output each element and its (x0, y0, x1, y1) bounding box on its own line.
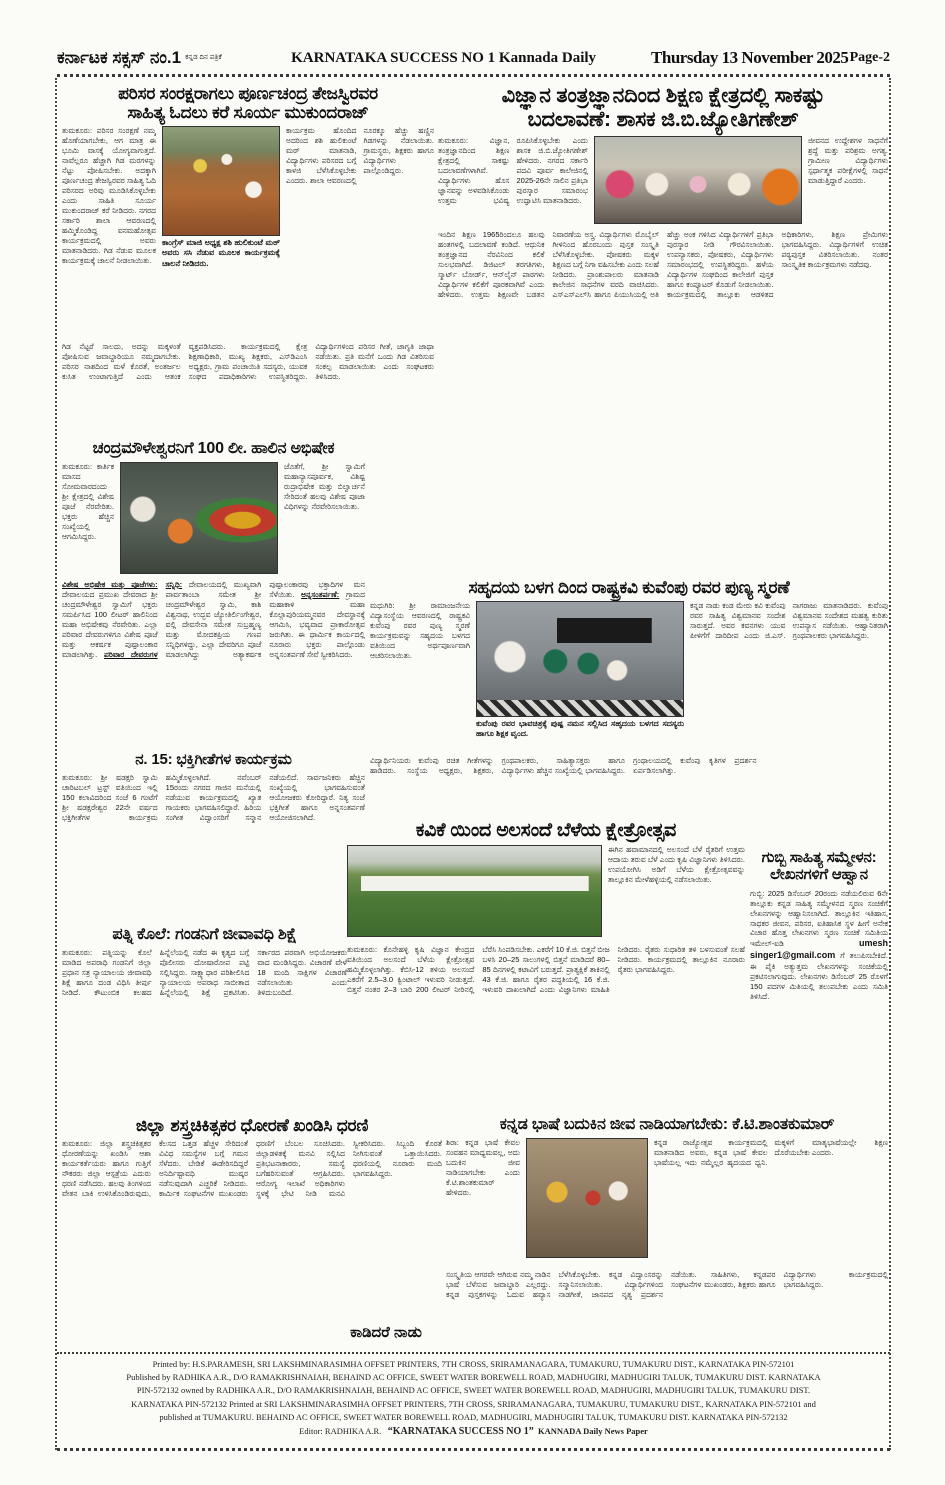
article-photo (120, 462, 278, 574)
article-patni (62, 926, 347, 1114)
article-headline: ಕನ್ನಡ ಭಾಷೆ ಬದುಕಿನ ಜೀವ ನಾಡಿಯಾಗಬೇಕು: ಕೆ.ಟಿ.ಶಾಂತಕುಮಾರ್ (499, 1116, 835, 1133)
body-column: ಕಾರ್ಯಕ್ರಮ ಹೊಂದಿದ ಅದರಿಂದ ಶಶಿ ಹುಲಿಕುಂಟೆ ಮಠ್ ಮಾತನಾಡಿ, ವಿದ್ಯಾರ್ಥಿಗಳು ಪರಿಸರದ ಬಗ್ಗೆ ಕಾಳಜಿ ಬೆಳೆಸಿಕೊಳ್ಳಬೇಕು ಎಂದರು. ಶಾಲಾ ಆವರಣದಲ್ಲಿ ನೂರಕ್ಕೂ ಹೆಚ್ಚು ಹಣ್ಣಿನ ಗಿಡಗಳನ್ನು ನೆಡಲಾಯಿತು. ಗ್ರಾಮಸ್ಥರು, ಶಿಕ್ಷಕರು ಹಾಗೂ ವಿದ್ಯಾರ್ಥಿಗಳು ಪಾಲ್ಗೊಂಡಿದ್ದರು. (286, 126, 434, 185)
imprint-line: KARNATAKA PIN-572132 Printed at SRI LAKSHMINARASIMHA OFFSET PRINTERS, 7TH CROSS, SRIRAMANAGARA, TUMAKURU, TUMAKURU DIST., KARNATAKA PIN-572101 and (131, 1398, 816, 1409)
article-photo (594, 136, 802, 224)
body-column: ಈಗಿನ ಹವಾಮಾನದಲ್ಲಿ ಅಲಸಂದೆ ಬೆಳೆ ರೈತರಿಗೆ ಉತ್ತಮ ಆದಾಯ ತರುವ ಬೆಳೆ ಎಂದು ಕೃಷಿ ವಿಜ್ಞಾನಿಗಳು ತಿಳಿಸಿದರು. ಉಪಯೋಗಿಸಿ ಅಡಿಗೆ ಬೆಳೆಯ ಕ್ಷೇತ್ರೋತ್ಸವವನ್ನು ತಾಲ್ಲೂಕಿನ ಮೇಳೆಹಳ್ಳಿಯಲ್ಲಿ ನಡೆಸಲಾಯಿತು. (608, 845, 745, 885)
subhead: ವಿಶೇಷ ಅಭಿಷೇಕ ಮತ್ತು ಪೂಜೆಗಳು: (62, 579, 158, 589)
subhead: ಅನ್ನಸಂತರ್ಪಣೆ: (301, 589, 340, 599)
body-column: ಜೀವನದ ಉದ್ದೇಶಗಳ ಸಾಧನೆಗೆ ಶ್ರದ್ಧೆ ಮತ್ತು ಪರಿಶ್ರಮ ಅಗತ್ಯ. ಗ್ರಾಮೀಣ ವಿದ್ಯಾರ್ಥಿಗಳು ಸ್ಪರ್ಧಾತ್ಮಕ ಪರೀಕ್ಷೆಗಳಲ್ಲಿ ಸಾಧನೆ ಮಾಡುತ್ತಿದ್ದಾರೆ ಎಂದರು. (808, 136, 888, 185)
imprint (57, 1358, 890, 1439)
bottom-rule (57, 1448, 890, 1451)
article-kuvempu (370, 578, 888, 818)
headline-line2: ಬದಲಾವಣೆ: ಶಾಸಕ ಜಿ.ಬಿ.ಜ್ಯೋತಿಗಣೇಶ್ (527, 107, 799, 131)
body-bottom (62, 580, 365, 748)
article-headline: ನ. 15: ಭಕ್ತಿಗೀತೆಗಳ ಕಾರ್ಯಕ್ರಮ (135, 752, 292, 768)
body-bottom: ತುಮಕೂರು: ಪತ್ನಿಯನ್ನು ಕೊಲೆ ಮಾಡಿದ ಅಪರಾಧಿ ಗಂಡನಿಗೆ ಜಿಲ್ಲಾ ಪ್ರಧಾನ ಸತ್ರ ನ್ಯಾಯಾಲಯ ಜೀವಾವಧಿ ಶಿಕ್ಷೆ ಹಾಗೂ ದಂಡ ವಿಧಿಸಿ ತೀರ್ಪು ನೀಡಿದೆ. ಕೌಟುಂಬಿಕ ಕಲಹದ ಹಿನ್ನೆಲೆಯಲ್ಲಿ ನಡೆದ ಈ ಕೃತ್ಯದ ಬಗ್ಗೆ ಪೊಲೀಸರು ದೋಷಾರೋಪ ಪಟ್ಟಿ ಸಲ್ಲಿಸಿದ್ದರು. ಸಾಕ್ಷ್ಯಾಧಾರ ಪರಿಶೀಲಿಸಿದ ನ್ಯಾಯಾಲಯ ಅಪರಾಧ ಸಾಬೀತಾದ ಹಿನ್ನೆಲೆಯಲ್ಲಿ ಶಿಕ್ಷೆ ಪ್ರಕಟಿಸಿತು. ಸರ್ಕಾರದ ಪರವಾಗಿ ಅಭಿಯೋಜಕರು ವಾದ ಮಂಡಿಸಿದ್ದರು. ವಿಚಾರಣೆ ವೇಳೆ 18 ಮಂದಿ ಸಾಕ್ಷಿಗಳ ವಿಚಾರಣೆ ನಡೆಸಲಾಯಿತು ಎಂದು ತಿಳಿದುಬಂದಿದೆ. (62, 947, 347, 997)
paragraph: ಗ್ರಾಮದ ಮಹಾಕಾಳಿ ಮಹಾ ಕೊಲ್ಲಾಪುರಿಯಮ್ಮನವರ ದೇವಸ್ಥಾನಕ್ಕೆ ಆಗಮಿಸಿ, ಭವ್ಯವಾದ ಪ್ರಾಕಾರೋತ್ಸವ ಜರುಗಿತು. ಈ ಧಾರ್ಮಿಕ ಕಾರ್ಯದಲ್ಲಿ ನೂರಾರು ಭಕ್ತರು ಪಾಲ್ಗೊಂಡು ಅನ್ನಸಂತರ್ಪಣೆ ಸೇವೆ ಸ್ವೀಕರಿಸಿದರು. (269, 589, 365, 659)
article-headline (438, 84, 888, 131)
body-column: ಶಿರಾ: ಕನ್ನಡ ಭಾಷೆ ಕೇವಲ ಸಂವಹನ ಮಾಧ್ಯಮವಲ್ಲ, ಅದು ಬದುಕಿನ ಜೀವ ನಾಡಿಯಾಗಬೇಕು ಎಂದು ಕೆ.ಟಿ.ಶಾಂತಕುಮಾರ್ ಹೇಳಿದರು. (446, 1137, 520, 1197)
paragraph: ಗೆ ತಲುಪಿಸಬೇಕಿದೆ. ಈ ಪೈಕಿ ಅತ್ಯುತ್ತಮ ಲೇಖನಗಳನ್ನು ಸಂಚಿಕೆಯಲ್ಲಿ ಪ್ರಕಟಿಸಲಾಗುವುದು. ಲೇಖನಗಳು ಡಿಸೆಂಬರ್ 25 ರೊಳಗೆ 150 ಪದಗಳ ಮಿತಿಯಲ್ಲಿ ತಲುಪಬೇಕು ಎಂದು ಸಮಿತಿ ತಿಳಿಸಿದೆ. (750, 951, 888, 1002)
article-photo (526, 1138, 648, 1258)
article-chandra (62, 440, 365, 752)
article-parisara (62, 84, 434, 442)
article-headline: ಪತ್ನಿ ಕೊಲೆ: ಗಂಡನಿಗೆ ಜೀವಾವಧಿ ಶಿಕ್ಷೆ (112, 926, 297, 943)
body-bottom: ತುಮಕೂರು: ಶ್ರೀ ಷಡಕ್ಷರಿ ಸ್ವಾಮಿ ಚಾರಿಟಬಲ್ ಟ್ರಸ್ಟ್ ವತಿಯಿಂದ ಇಲ್ಲಿ 150 ಕಲಾವಿದರಿಂದ ಸಂಜೆ 6 ಗಂಟೆಗೆ ಶ್ರೀ ಷಡಕ್ಷರೇಶ್ವರ 22ನೇ ವರ್ಷದ ಭಕ್ತಿಗೀತೆಗಳ ಕಾರ್ಯಕ್ರಮ ಹಮ್ಮಿಕೊಳ್ಳಲಾಗಿದೆ. ನವೆಂಬರ್ 15ರಂದು ನಗರದ ಗಾಜಿನ ಮನೆಯಲ್ಲಿ ನಡೆಯುವ ಕಾರ್ಯಕ್ರಮದಲ್ಲಿ ಖ್ಯಾತ ಗಾಯಕರು ಭಾಗವಹಿಸಲಿದ್ದಾರೆ. ಹಿರಿಯ ಸಂಗೀತ ವಿದ್ವಾಂಸರಿಗೆ ಸನ್ಮಾನ ನಡೆಯಲಿದೆ. ಸಾರ್ವಜನಿಕರು ಹೆಚ್ಚಿನ ಸಂಖ್ಯೆಯಲ್ಲಿ ಭಾಗವಹಿಸುವಂತೆ ಆಯೋಜಕರು ಕೋರಿದ್ದಾರೆ. ನಿತ್ಯ ಸಂಜೆ ಭಕ್ತಿಗೀತೆ ಹಾಗೂ ಅನ್ನಸಂತರ್ಪಣೆ ಆಯೋಜಿಸಲಾಗಿದೆ. (62, 772, 365, 822)
body-bottom: ಗಿಡ ನೆಟ್ಟರೆ ಸಾಲದು, ಅದನ್ನು ಮಕ್ಕಳಂತೆ ಪೋಷಿಸುವ ಜವಾಬ್ದಾರಿಯೂ ನಮ್ಮದಾಗಬೇಕು. ಪರಿಸರ ನಾಶದಿಂದ ಮಳೆ ಕೊರತೆ, ಅಂತರ್ಜಲ ಕುಸಿತ ಉಂಟಾಗುತ್ತಿದೆ ಎಂದು ಆತಂಕ ವ್ಯಕ್ತಪಡಿಸಿದರು. ಕಾರ್ಯಕ್ರಮದಲ್ಲಿ ಕ್ಷೇತ್ರ ಶಿಕ್ಷಣಾಧಿಕಾರಿ, ಮುಖ್ಯ ಶಿಕ್ಷಕರು, ಎಸ್‌ಡಿಎಂಸಿ ಅಧ್ಯಕ್ಷರು, ಗ್ರಾಮ ಪಂಚಾಯಿತಿ ಸದಸ್ಯರು, ಯುವಕ ಸಂಘದ ಪದಾಧಿಕಾರಿಗಳು ಉಪಸ್ಥಿತರಿದ್ದರು. ವಿದ್ಯಾರ್ಥಿಗಳಿಂದ ಪರಿಸರ ಗೀತೆ, ಜಾಗೃತಿ ಜಾಥಾ ನಡೆಯಿತು. ಪ್ರತಿ ಮನೆಗೆ ಒಂದು ಗಿಡ ವಿತರಿಸುವ ಸಂಕಲ್ಪ ಮಾಡಲಾಯಿತು ಎಂದು ಸಂಘಟಕರು ತಿಳಿಸಿದರು. (62, 342, 434, 381)
body-bottom: ತುಮಕೂರು: ಜಿಲ್ಲಾ ಶಸ್ತ್ರಚಿಕಿತ್ಸಕರ ಧೋರಣೆಯನ್ನು ಖಂಡಿಸಿ ಆಶಾ ಕಾರ್ಯಕರ್ತೆಯರು ಹಾಗೂ ಗುತ್ತಿಗೆ ನೌಕರರು ಜಿಲ್ಲಾ ಆಸ್ಪತ್ರೆಯ ಎದುರು ಧರಣಿ ನಡೆಸಿದರು. ಹಲವು ತಿಂಗಳಿಂದ ವೇತನ ಬಾಕಿ ಉಳಿಸಿಕೊಂಡಿರುವುದು, ಕೆಲಸದ ಒತ್ತಡ ಹೆಚ್ಚಳ ಸೇರಿದಂತೆ ವಿವಿಧ ಸಮಸ್ಯೆಗಳ ಬಗ್ಗೆ ಗಮನ ಸೆಳೆದರು. ಬೇಡಿಕೆ ಈಡೇರಿಸದಿದ್ದರೆ ಅನಿರ್ದಿಷ್ಟಾವಧಿ ಮುಷ್ಕರ ನಡೆಸುವುದಾಗಿ ಎಚ್ಚರಿಕೆ ನೀಡಿದರು. ಕಾರ್ಮಿಕ ಸಂಘಟನೆಗಳ ಮುಖಂಡರು ಧರಣಿಗೆ ಬೆಂಬಲ ಸೂಚಿಸಿದರು. ಜಿಲ್ಲಾಡಳಿತಕ್ಕೆ ಮನವಿ ಸಲ್ಲಿಸಿದ ಪ್ರತಿಭಟನಾಕಾರರು, ಸಮಸ್ಯೆ ಬಗೆಹರಿಸುವಂತೆ ಆಗ್ರಹಿಸಿದರು. ಆರೋಗ್ಯ ಇಲಾಖೆ ಅಧಿಕಾರಿಗಳು ಸ್ಥಳಕ್ಕೆ ಭೇಟಿ ನೀಡಿ ಮನವಿ ಸ್ವೀಕರಿಸಿದರು. ಸಿಬ್ಬಂದಿ ಕೊರತೆ ನೀಗಿಸುವಂತೆ ಒತ್ತಾಯಿಸಿದರು. ಧರಣಿಯಲ್ಲಿ ನೂರಾರು ಮಂದಿ ಭಾಗವಹಿಸಿದ್ದರು. (62, 1139, 442, 1198)
paragraph: ಗುಬ್ಬಿ: 2025 ಡಿಸೆಂಬರ್ 20ರಂದು ನಡೆಯಲಿರುವ 6ನೇ ತಾಲ್ಲೂಕು ಕನ್ನಡ ಸಾಹಿತ್ಯ ಸಮ್ಮೇಳನದ ಸ್ಮರಣ ಸಂಚಿಕೆಗೆ ಲೇಖನಗಳನ್ನು ಆಹ್ವಾನಿಸಲಾಗಿದೆ. ತಾಲ್ಲೂಕಿನ ಇತಿಹಾಸ, ಸಾಧಕರ ಜೀವನ, ಪರಿಸರ, ಐತಿಹಾಸಿಕ ಸ್ಥಳ ಹೀಗೆ ಅನೇಕ ವಿಚಾರ ಹೊತ್ತ ಲೇಖನಗಳು ಸ್ಮರಣ ಸಂಚಿಕೆ ಸಮಿತಿಯ ಇಮೇಲ್-ಐಡಿ (750, 888, 888, 949)
footer-rule (57, 1352, 890, 1354)
imprint-line: Published by RADHIKA A.R., D/O RAMAKRISHNAIAH, BEHAIND AC OFFICE, SWEET WATER BOREWELL ROAD, MADHUGIRI, MADHUGIRI TALUK, TUMAKURU DIST. KARNATAKA (126, 1372, 821, 1383)
paragraph: ದೇವಾಲಯದ ಪ್ರಮುಖ ದೇವರಾದ ಶ್ರೀ ಚಂದ್ರಮೌಳೇಶ್ವರ ಸ್ವಾಮಿಗೆ ಭಕ್ತರು ಸಮರ್ಪಿಸಿದ 100 ಲೀಟರ್ ಹಾಲಿನಿಂದ ಮಹಾ ಅಭಿಷೇಕವು ನೆರವೇರಿತು. ಎಲ್ಲಾ ಪರಿವಾರ ದೇವರುಗಳಿಗೂ ವಿಶೇಷ ಪೂಜೆ ಮತ್ತು ಆಕರ್ಷಕ ಪುಷ್ಪಾಲಂಕಾರ ಮಾಡಲಾಗಿತ್ತು. (62, 589, 158, 659)
body-column: ಕನ್ನಡ ರಾಜ್ಯೋತ್ಸವ ಕಾರ್ಯಕ್ರಮದಲ್ಲಿ ಮಾತನಾಡಿದ ಅವರು, ಕನ್ನಡ ಭಾಷೆ ಕೇವಲ ಭಾಷೆಯಲ್ಲ ಇದು ನಮ್ಮೆಲ್ಲರ ಹೃದಯದ ಧ್ವನಿ. ಮಕ್ಕಳಿಗೆ ಮಾತೃಭಾಷೆಯಲ್ಲೇ ಶಿಕ್ಷಣ ದೊರೆಯಬೇಕು ಎಂದರು. (654, 1137, 888, 1167)
photo-caption: ಕಾಂಗ್ರೆಸ್ ಮಾಜಿ ಅಧ್ಯಕ್ಷ ಶಶಿ ಹುಲಿಕುಂಟೆ ಮಠ್ ಅವರು ಸಸಿ ನೆಡುವ ಮೂಲಕ ಕಾರ್ಯಕ್ರಮಕ್ಕೆ ಚಾಲನೆ ನೀಡಿದರು. (162, 238, 280, 268)
article-photo (347, 845, 602, 937)
article-photo (162, 126, 280, 236)
body-bottom: ತುಮಕೂರು: ಕೊನೇಹಳ್ಳಿ ಕೃಷಿ ವಿಜ್ಞಾನ ಕೇಂದ್ರದ ವತಿಯಿಂದ ಅಲಸಂದೆ ಬೆಳೆಯ ಕ್ಷೇತ್ರೋತ್ಸವ ಹಮ್ಮಿಕೊಳ್ಳಲಾಗಿತ್ತು. ಕೆಬಿಸಿ-12 ತಳಿಯ ಅಲಸಂದೆ ಎಕರೆಗೆ 2.5–3.0 ಕ್ವಿಂಟಾಲ್ ಇಳುವರಿ ನೀಡುತ್ತದೆ. ಬಿತ್ತನೆ ನಂತರ 2–3 ಬಾರಿ 200 ಲೀಟರ್ ನೀರಿನಲ್ಲಿ ಬೆರೆಸಿ ಸಿಂಪಡಿಸಬೇಕು. ಎಕರೆಗೆ 10 ಕೆ.ಜಿ. ಬಿತ್ತನೆ ಬೀಜ ಬಳಸಿ 20–25 ಸಾಲುಗಳಲ್ಲಿ ಬಿತ್ತನೆ ಮಾಡಿದರೆ 80–85 ದಿನಗಳಲ್ಲಿ ಕಟಾವಿಗೆ ಬರುತ್ತದೆ. ಪ್ರಾತ್ಯಕ್ಷಿಕೆ ತಾಕಿನಲ್ಲಿ 43 ಕೆ.ಜಿ. ಹಾಗೂ ರೈತರ ಪದ್ಧತಿಯಲ್ಲಿ 16 ಕೆ.ಜಿ. ಇಳುವರಿ ದಾಖಲಾಗಿದೆ ಎಂದು ವಿಜ್ಞಾನಿಗಳು ಮಾಹಿತಿ ನೀಡಿದರು. ರೈತರು ಸುಧಾರಿತ ತಳಿ ಬಳಸುವಂತೆ ಸಲಹೆ ನೀಡಿದರು. ಕಾರ್ಯಕ್ರಮದಲ್ಲಿ ತಾಲ್ಲೂಕಿನ ನೂರಾರು ರೈತರು ಭಾಗವಹಿಸಿದ್ದರು. (347, 945, 745, 995)
article-headline: ಕವಿಕೆ ಯಿಂದ ಅಲಸಂದೆ ಬೆಳೆಯ ಕ್ಷೇತ್ರೋತ್ಸವ (415, 820, 677, 841)
brand-kannada: ಕರ್ನಾಟಕ ಸಕ್ಸಸ್ ನಂ.1 (57, 48, 182, 67)
headline-line2: ಲೇಖನಗಳಿಗೆ ಆಹ್ವಾನ (770, 865, 868, 883)
body-column: ಜೊತೆಗೆ, ಶ್ರೀ ಸ್ವಾಮಿಗೆ ಮಹಾನ್ಯಾಸಪೂರ್ವಕ, ವಿಶಿಷ್ಟ ರುದ್ರಾಭಿಷೇಕ ಮತ್ತು ಬಿಲ್ವಾರ್ಚನೆ ಸೇರಿದಂತೆ ಹಲವು ವಿಶೇಷ ಪೂಜಾ ವಿಧಿಗಳನ್ನು ನೆರವೇರಿಸಲಾಯಿತು. (284, 461, 365, 511)
right-border (889, 78, 891, 1450)
imprint-line: published at TUMAKURU. BEHAIND AC OFFICE, SWEET WATER BOREWELL ROAD, MADHUGIRI, MADHUGIRI TALUK, TUMAKURU DIST. KARNATAKA PIN-572132 (159, 1411, 788, 1422)
editor-line (57, 1424, 890, 1440)
masthead (57, 42, 890, 74)
headline-line1: ಗುಬ್ಬಿ ಸಾಹಿತ್ಯ ಸಮ್ಮೇಳನ: (761, 850, 877, 866)
article-headline (750, 850, 888, 884)
article-bhakti (62, 752, 365, 924)
masthead-rule (57, 74, 890, 77)
body-column: ತುಮಕೂರು: ಪರಿಸರ ಸಂರಕ್ಷಣೆ ನಮ್ಮ ಹೊಣೆಯಾಗಬೇಕು, ಆಗ ಮಾತ್ರ ಈ ಭೂಮಿ ವಾಸಕ್ಕೆ ಯೋಗ್ಯವಾಗುತ್ತದೆ. ನಾವೆಲ್ಲರೂ ಹೆಚ್ಚಾಗಿ ಗಿಡ ಮರಗಳನ್ನು ನೆಟ್ಟು ಪೋಷಿಸಬೇಕು. ಅದಕ್ಕಾಗಿ ಪೂರ್ಣಚಂದ್ರ ತೇಜಸ್ವಿರವರ ಸಾಹಿತ್ಯ ಓದಿ ಪರಿಸರದ ಅರಿವು ಮೂಡಿಸಿಕೊಳ್ಳಬೇಕು ಎಂದು ಸಾಹಿತಿ ಸೂರ್ಯ ಮುಕುಂದರಾಜ್ ಕರೆ ನೀಡಿದರು. ನಗರದ ಸರ್ಕಾರಿ ಶಾಲಾ ಆವರಣದಲ್ಲಿ ಹಮ್ಮಿಕೊಂಡಿದ್ದ ವನಮಹೋತ್ಸವ ಕಾರ್ಯಕ್ರಮದಲ್ಲಿ ಅವರು ಮಾತನಾಡಿದರು. ಗಿಡ ನೆಡುವ ಮೂಲಕ ಕಾರ್ಯಕ್ರಮಕ್ಕೆ ಚಾಲನೆ ನೀಡಲಾಯಿತು. (62, 126, 156, 265)
subhead: ಪರಿವಾರ ದೇವರುಗಳ ಸನ್ನಿಧಿ: (104, 579, 183, 659)
brand-tagline: ಕನ್ನಡ ದಿನ ಪತ್ರಿಕೆ (185, 54, 222, 62)
paper-suffix: KANNADA Daily News Paper (538, 1425, 648, 1436)
body-bottom: ವಿದ್ಯಾರ್ಥಿನಿಯರು ಕುವೆಂಪು ರಚಿತ ಗೀತೆಗಳನ್ನು ಹಾಡಿದರು. ಸಂಸ್ಥೆಯ ಅಧ್ಯಕ್ಷರು, ಶಿಕ್ಷಕರು, ಗ್ರಂಥಪಾಲಕರು, ಸಾಹಿತ್ಯಾಸಕ್ತರು ಹಾಗೂ ವಿದ್ಯಾರ್ಥಿಗಳು ಹೆಚ್ಚಿನ ಸಂಖ್ಯೆಯಲ್ಲಿ ಭಾಗವಹಿಸಿದ್ದರು. ಗ್ರಂಥಾಲಯದಲ್ಲಿ ಕುವೆಂಪು ಕೃತಿಗಳ ಪ್ರದರ್ಶನ ಏರ್ಪಡಿಸಲಾಗಿತ್ತು. (370, 756, 757, 775)
article-headline (62, 84, 434, 122)
headline-line2: ಸಾಹಿತ್ಯ ಓದಲು ಕರೆ ಸೂರ್ಯ ಮುಕುಂದರಾಜ್ (127, 103, 369, 123)
headline-line1: ಪರಿಸರ ಸಂರಕ್ಷರಾಗಲು ಪೂರ್ಣಚಂದ್ರ ತೇಜಸ್ವಿರವರ (118, 84, 378, 103)
article-headline: ಚಂದ್ರಮೌಳೇಶ್ವರನಿಗೆ 100 ಲೀ. ಹಾಲಿನ ಅಭಿಷೇಕ (92, 440, 335, 457)
subarticle-kaadidare-headline: ಕಾಡಿದರೆ ನಾಡು (330, 1318, 442, 1348)
email-address: umesh singer1@gmail.com (750, 938, 888, 961)
imprint-line: PIN-572132 owned by RADHIKA A.R., D/O RAMAKRISHNAIAH, BEHAIND AC OFFICE, SWEET WATER BOREWELL ROAD, MADHUGIRI, MADHUGIRI TALUK, TUMAKURU DIST. (136, 1385, 811, 1396)
left-border (55, 78, 57, 1450)
article-jilla (62, 1116, 442, 1354)
article-kavike (347, 820, 745, 1116)
paragraph: ದೇವಾಲಯದಲ್ಲಿ ಮುಖ್ಯವಾಗಿ ಪಾರ್ವತಾಂಬಾ ಸಮೇತ ಶ್ರೀ ಚಂದ್ರಮೌಳೇಶ್ವರ ಸ್ವಾಮಿ, ಕಾಶಿ ವಿಶ್ವನಾಥ, ಉದ್ಭವ ಜ್ಯೋತಿರ್ಲಿಂಗೇಶ್ವರ, ವಲ್ಲಿ ದೇವಸೇನಾ ಸಮೇತ ಸುಬ್ರಹ್ಮಣ್ಯ ಮತ್ತು ಮೋದಕಪ್ರಿಯ ಗಣಪ ಸನ್ನಿಧಿಗಳಿದ್ದು, ಎಲ್ಲಾ ದೇವರಿಗೂ ಪೂಜೆ ಮಾಡಲಾಗಿದ್ದು ಅತ್ಯಾಕರ್ಷಕ ಪುಷ್ಪಾಲಂಕಾರವು ಭಕ್ತಾದಿಗಳ ಮನ ಸೆಳೆಯಿತು. (165, 579, 365, 659)
article-headline: ಜಿಲ್ಲಾ ಶಸ್ತ್ರಚಿಕಿತ್ಸಕರ ಧೋರಣೆ ಖಂಡಿಸಿ ಧರಣಿ (135, 1116, 369, 1135)
paper-name: “KARNATAKA SUCCESS NO 1” (387, 1425, 534, 1437)
paper-title: KARNATAKA SUCCESS NO 1 Kannada Daily (291, 49, 597, 66)
body-column: ಕನ್ನಡ ನಾಡು ಕಂಡ ಮೇರು ಕವಿ ಕುವೆಂಪು ರವರ ಸಾಹಿತ್ಯ ವಿಶ್ವಮಾನವ ಸಂದೇಶ ಸಾರುತ್ತದೆ. ಅವರ ಕವನಗಳು ಯುವ ಪೀಳಿಗೆಗೆ ದಾರಿದೀಪ ಎಂದು ಜಿ.ಎಸ್. ನಾಗರಾಜು ಮಾತನಾಡಿದರು. ಕುವೆಂಪು ವಿಶ್ವಮಾನವ ಸಂದೇಶದ ಮಹತ್ವ ಕುರಿತು ಉಪನ್ಯಾಸ ನಡೆಯಿತು. ಆಹ್ವಾನಿತರಾಗಿ ಗ್ರಂಥಪಾಲಕರು ಭಾಗವಹಿಸಿದ್ದರು. (690, 601, 888, 640)
issue-date: Thursday 13 November 2025 (651, 48, 849, 67)
imprint-line: Printed by: H.S.PARAMESH, SRI LAKSHMINARASIMHA OFFSET PRINTERS, 7TH CROSS, SRIRAMANAGARA, TUMAKURU, TUMAKURU DIST., KARNATAKA PIN-572101 (152, 1359, 795, 1369)
body-bottom: ಇಂದಿನ ಶಿಕ್ಷಣ 1965ರಿಂದಲೂ ಹಲವು ಹಂತಗಳಲ್ಲಿ ಬದಲಾವಣೆ ಕಂಡಿದೆ. ಆಧುನಿಕ ತಂತ್ರಜ್ಞಾನದ ನೆರವಿನಿಂದ ಕಲಿಕೆ ಸುಲಭವಾಗಿದೆ. ಡಿಜಿಟಲ್ ತರಗತಿಗಳು, ಸ್ಮಾರ್ಟ್ ಬೋರ್ಡ್, ಆನ್‌ಲೈನ್ ಪಾಠಗಳು ವಿದ್ಯಾರ್ಥಿಗಳ ಕಲಿಕೆಗೆ ಪೂರಕವಾಗಿವೆ ಎಂದು ಹೇಳಿದರು. ಉತ್ತಮ ಶಿಕ್ಷಣವೇ ಬಡತನ ನಿವಾರಣೆಯ ಅಸ್ತ್ರ. ವಿದ್ಯಾರ್ಥಿಗಳು ಮೊಬೈಲ್ ಗೀಳಿನಿಂದ ಹೊರಬಂದು ಪುಸ್ತಕ ಸಂಸ್ಕೃತಿ ಬೆಳೆಸಿಕೊಳ್ಳಬೇಕು. ಪೋಷಕರು ಮಕ್ಕಳ ಶಿಕ್ಷಣದ ಬಗ್ಗೆ ನಿಗಾ ವಹಿಸಬೇಕು ಎಂದು ಸಲಹೆ ನೀಡಿದರು. ಪ್ರಾಂಶುಪಾಲರು ಮಾತನಾಡಿ ಕಾಲೇಜಿನ ಸಾಧನೆಗಳ ವರದಿ ವಾಚಿಸಿದರು. ಎಸ್‌ಎಸ್‌ಎಲ್‌ಸಿ ಹಾಗೂ ಪಿಯುಸಿಯಲ್ಲಿ ಅತಿ ಹೆಚ್ಚು ಅಂಕ ಗಳಿಸಿದ ವಿದ್ಯಾರ್ಥಿಗಳಿಗೆ ಪ್ರತಿಭಾ ಪುರಸ್ಕಾರ ನೀಡಿ ಗೌರವಿಸಲಾಯಿತು. ಉಪನ್ಯಾಸಕರು, ಪೋಷಕರು, ವಿದ್ಯಾರ್ಥಿಗಳು ಸಮಾರಂಭದಲ್ಲಿ ಉಪಸ್ಥಿತರಿದ್ದರು. ಹಳೆಯ ವಿದ್ಯಾರ್ಥಿಗಳ ಸಂಘದಿಂದ ಕಾಲೇಜಿಗೆ ಪುಸ್ತಕ ಹಾಗೂ ಕಂಪ್ಯೂಟರ್ ಕೊಡುಗೆ ನೀಡಲಾಯಿತು. ಕಾರ್ಯಕ್ರಮದಲ್ಲಿ ತಾಲ್ಲೂಕು ಆಡಳಿತದ ಅಧಿಕಾರಿಗಳು, ಶಿಕ್ಷಣ ಪ್ರೇಮಿಗಳು ಭಾಗವಹಿಸಿದ್ದರು. ವಿದ್ಯಾರ್ಥಿಗಳಿಗೆ ಉಚಿತ ಪಠ್ಯಪುಸ್ತಕ ವಿತರಿಸಲಾಯಿತು. ನಂತರ ಸಾಂಸ್ಕೃತಿಕ ಕಾರ್ಯಕ್ರಮಗಳು ನಡೆದವು. (438, 230, 888, 299)
headline-line1: ವಿಜ್ಞಾನ ತಂತ್ರಜ್ಞಾನದಿಂದ ಶಿಕ್ಷಣ ಕ್ಷೇತ್ರದಲ್ಲಿ ಸಾಕಷ್ಟು (501, 84, 825, 107)
body-column: ತುಮಕೂರು: ಕಾರ್ತಿಕ ಮಾಸದ ಸೋಮವಾರದಂದು ಶ್ರೀ ಕ್ಷೇತ್ರದಲ್ಲಿ ವಿಶೇಷ ಪೂಜೆ ನೆರವೇರಿತು. ಭಕ್ತರು ಹೆಚ್ಚಿನ ಸಂಖ್ಯೆಯಲ್ಲಿ ಆಗಮಿಸಿದ್ದರು. (62, 461, 114, 541)
article-kannada (446, 1116, 888, 1354)
article-headline: ಸಹೃದಯ ಬಳಗ ದಿಂದ ರಾಷ್ಟ್ರಕವಿ ಕುವೆಂಪು ರವರ ಪುಣ್ಯ ಸ್ಮರಣೆ (468, 578, 790, 597)
body-column: ಮಧುಗಿರಿ: ಶ್ರೀ ರಾಮಾಂಜನೇಯ ವಿದ್ಯಾಸಂಸ್ಥೆಯ ಆವರಣದಲ್ಲಿ ರಾಷ್ಟ್ರಕವಿ ಕುವೆಂಪು ರವರ ಪುಣ್ಯ ಸ್ಮರಣೆ ಕಾರ್ಯಕ್ರಮವನ್ನು ಸಹೃದಯ ಬಳಗದ ವತಿಯಿಂದ ಅರ್ಥಪೂರ್ಣವಾಗಿ ಆಚರಿಸಲಾಯಿತು. (370, 601, 470, 660)
article-gubbi (750, 850, 888, 1116)
article-vijnana (438, 84, 888, 576)
page-number: Page-2 (849, 50, 890, 65)
body-bottom: ಸಂಸ್ಕೃತಿಯ ಆಗರವೇ ಆಗಿರುವ ನಮ್ಮ ನಾಡಿನ ಭಾಷೆ ಬೆಳೆಸುವ ಜವಾಬ್ದಾರಿ ಎಲ್ಲರದ್ದು. ಕನ್ನಡ ಪುಸ್ತಕಗಳನ್ನು ಓದುವ ಹವ್ಯಾಸ ಬೆಳೆಸಿಕೊಳ್ಳಬೇಕು. ಕನ್ನಡ ವಿದ್ವಾಂಸರನ್ನು ಸನ್ಮಾನಿಸಲಾಯಿತು. ವಿದ್ಯಾರ್ಥಿಗಳಿಂದ ನಾಡಗೀತೆ, ಜಾನಪದ ನೃತ್ಯ ಪ್ರದರ್ಶನ ನಡೆಯಿತು. ಸಾಹಿತಿಗಳು, ಕನ್ನಡಪರ ಸಂಘಟನೆಗಳ ಮುಖಂಡರು, ಶಿಕ್ಷಕರು ಹಾಗೂ ವಿದ್ಯಾರ್ಥಿಗಳು ಕಾರ್ಯಕ್ರಮದಲ್ಲಿ ಭಾಗವಹಿಸಿದ್ದರು. (446, 1269, 888, 1299)
article-photo (476, 601, 684, 717)
photo-caption: ಕುವೆಂಪು ರವರ ಭಾವಚಿತ್ರಕ್ಕೆ ಪುಷ್ಪ ನಮನ ಸಲ್ಲಿಸಿದ ಸಹೃದಯ ಬಳಗದ ಸದಸ್ಯರು ಹಾಗೂ ಶಿಕ್ಷಕ ವೃಂದ. (476, 719, 684, 739)
brand (57, 48, 231, 68)
body-column: ತುಮಕೂರು: ವಿಜ್ಞಾನ, ತಂತ್ರಜ್ಞಾನದಿಂದ ಶಿಕ್ಷಣ ಕ್ಷೇತ್ರದಲ್ಲಿ ಸಾಕಷ್ಟು ಬದಲಾವಣೆಗಳಾಗಿವೆ. ವಿದ್ಯಾರ್ಥಿಗಳು ಹೊಸ ಜ್ಞಾನವನ್ನು ಅಳವಡಿಸಿಕೊಂಡು ಉತ್ತಮ ಭವಿಷ್ಯ ರೂಪಿಸಿಕೊಳ್ಳಬೇಕು ಎಂದು ಶಾಸಕ ಜಿ.ಬಿ.ಜ್ಯೋತಿಗಣೇಶ್ ಹೇಳಿದರು. ನಗರದ ಸರ್ಕಾರಿ ಪದವಿ ಪೂರ್ವ ಕಾಲೇಜಿನಲ್ಲಿ 2025-26ನೇ ಸಾಲಿನ ಪ್ರತಿಭಾ ಪುರಸ್ಕಾರ ಸಮಾರಂಭ ಉದ್ಘಾಟಿಸಿ ಮಾತನಾಡಿದರು. (438, 136, 588, 205)
editor-name: Editor: RADHIKA A.R. (299, 1425, 382, 1436)
body-column (750, 889, 888, 1111)
